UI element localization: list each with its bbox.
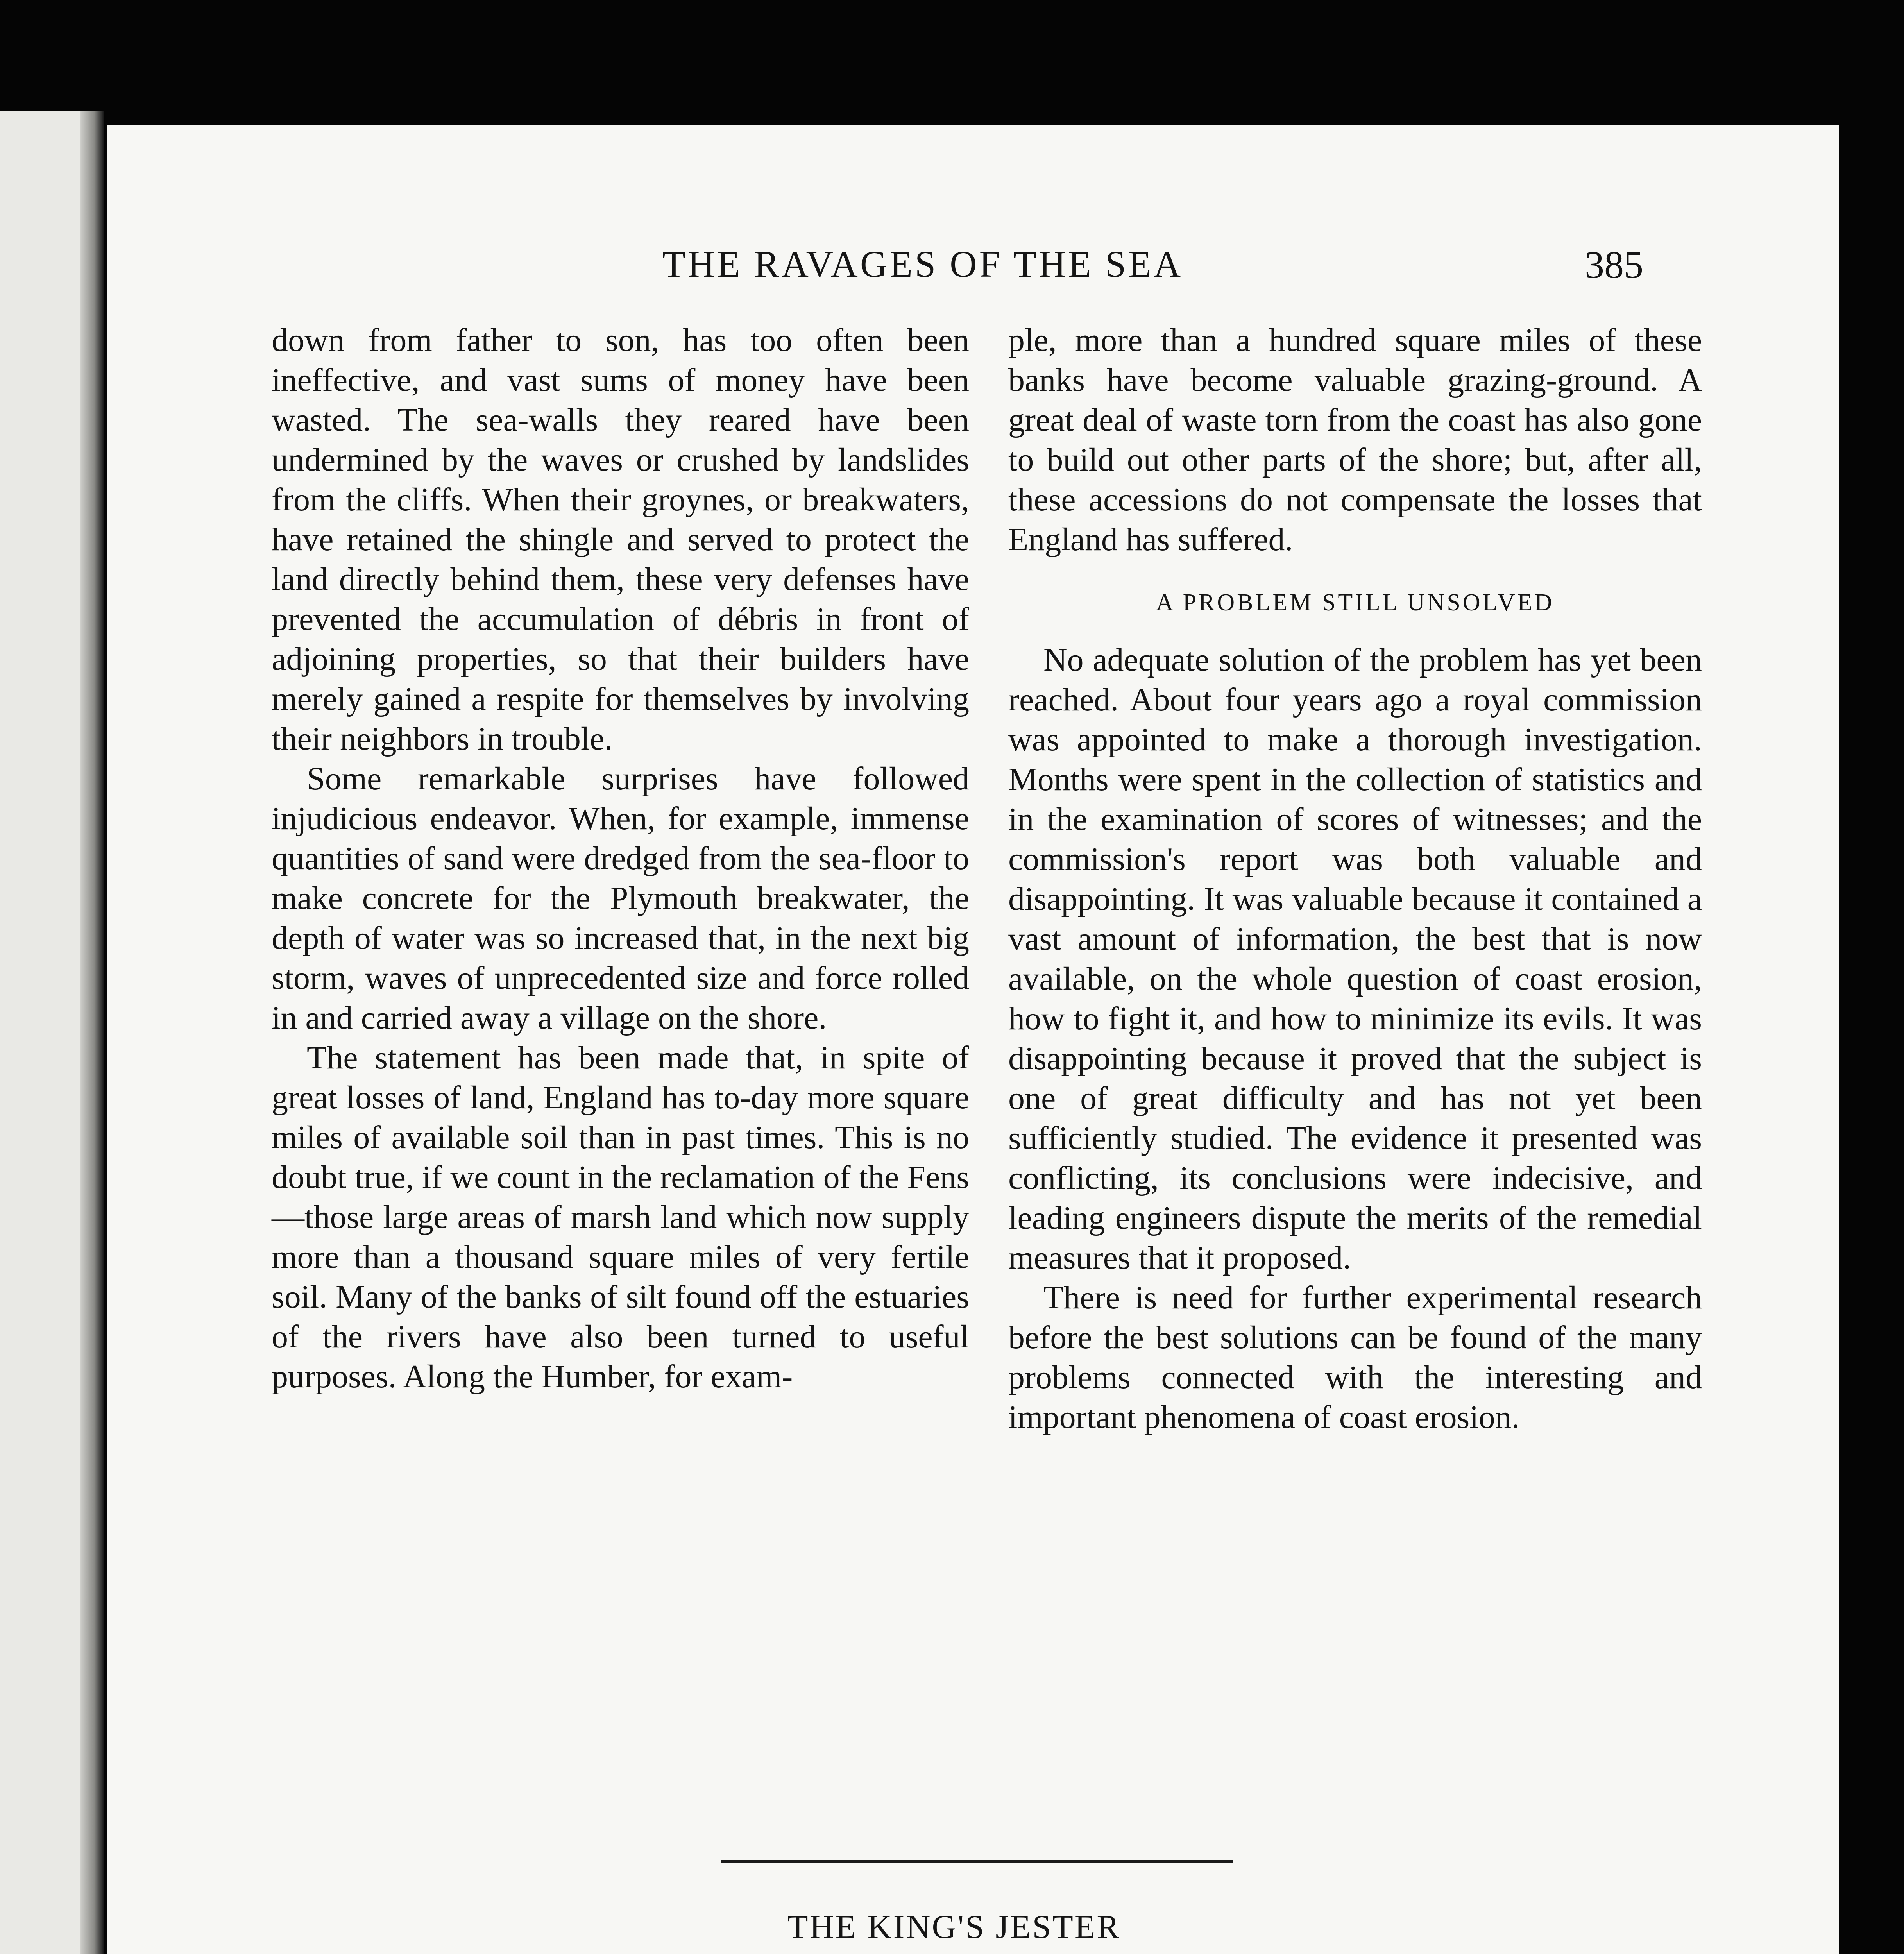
section-divider [721,1860,1233,1863]
page-number: 385 [1585,243,1643,286]
article-column-left [272,320,969,1397]
page-header [107,242,1839,293]
poem-title: THE KING'S JESTER [787,1908,1121,1945]
article-paragraph: Some remarkable surprises have followed injudicious endeavor. When, for example, immense quantities of sand were dredged from the sea-floor to make concrete for the Plymouth breakwater, the depth of water was so increased that, in the next big storm, waves of unprecedented size and force rolled in and carried away a village on the shore. [272,760,969,1036]
section-subheading: A PROBLEM STILL UNSOLVED [1156,589,1555,616]
article-paragraph: down from father to son, has too often been ineffective, and vast sums of money have been wasted. The sea-walls they reared have been undermined by the waves or crushed by landslides from the cliffs. When their groynes, or breakwaters, have retained the shingle and served to protect the land directly behind them, these very defenses have prevented the accumulation of débris in front of adjoining properties, so that their builders have merely gained a respite for themselves by involving their neighbors in trouble. [272,322,969,757]
article-paragraph: No adequate solution of the problem has yet been reached. About four years ago a royal commission was appointed to make a thorough investigation. Months were spent in the collection of statistics and in the examination of scores of witnesses; and the commission's report was both valuable and disappointing. It was valuable because it contained a vast amount of information, the best that is now available, on the whole question of coast erosion, how to fight it, and how to minimize its evils. It was disappointing because it proved that the subject is one of great difficulty and has not yet been sufficiently studied. The evidence it presented was conflicting, its conclusions were indecisive, and leading engineers dispute the merits of the remedial measures that it proposed. [1008,642,1702,1276]
article-column-right [1008,320,1702,1437]
book-page [107,125,1839,1954]
article-paragraph: The statement has been made that, in spite of great losses of land, England has to-day more square miles of available soil than in past times. This is no doubt true, if we count in the reclamation of the Fens —those large areas of marsh land which now supply more than a thousand square miles of very fertile soil. Many of the banks of silt found off the estuaries of the rivers have also been turned to useful purposes. Along the Humber, for exam- [272,1040,969,1395]
article-paragraph: There is need for further experimental research before the best solutions can be found of the many problems connected with the interesting and important phenomena of coast erosion. [1008,1279,1702,1435]
running-title: THE RAVAGES OF THE SEA [662,243,1183,285]
page-gutter [80,111,104,1954]
article-paragraph: ple, more than a hundred square miles of these banks have become valuable grazing-ground. A great deal of waste torn from the coast has also gone to build out other parts of the shore; but, after all, these accessions do not compensate the losses that England has suffered. [1008,322,1702,558]
